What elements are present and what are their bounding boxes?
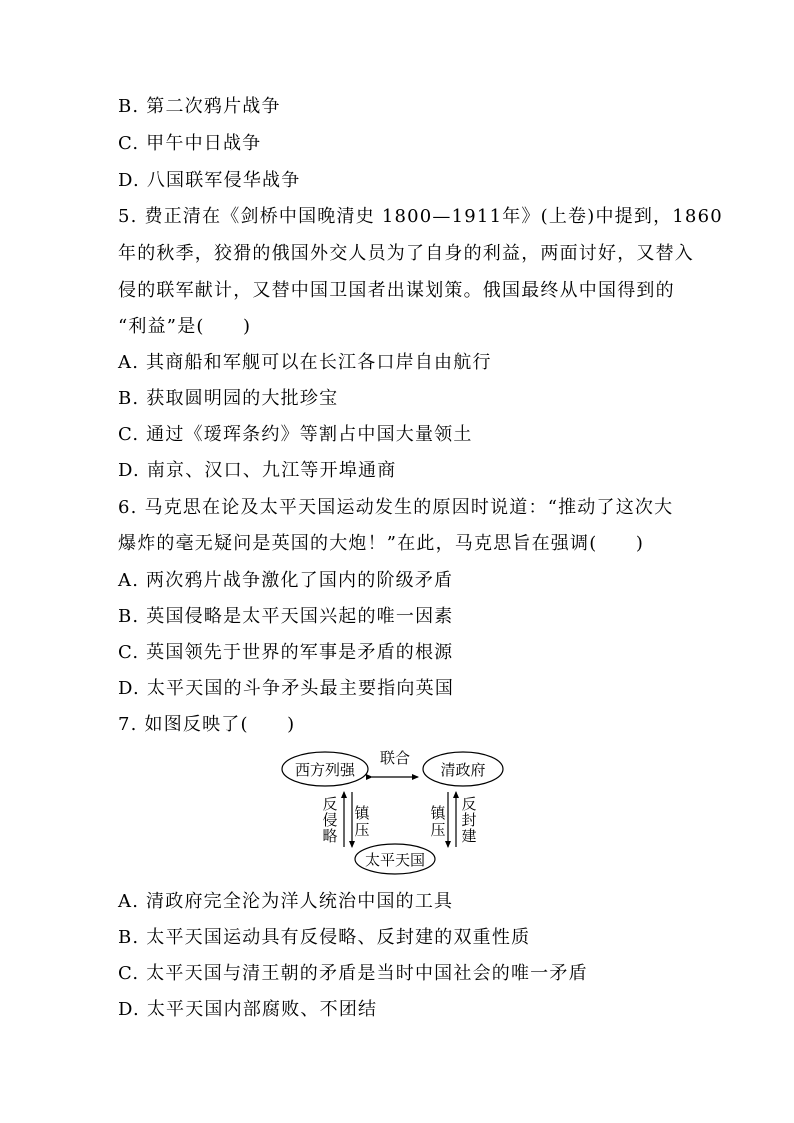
option-7b: B. 太平天国运动具有反侵略、反封建的双重性质 — [118, 927, 531, 948]
option-6d: D. 太平天国的斗争矛头最主要指向英国 — [118, 678, 455, 699]
option-6b: B. 英国侵略是太平天国兴起的唯一因素 — [118, 606, 454, 627]
option-4d: D. 八国联军侵华战争 — [118, 170, 301, 191]
option-6c: C. 英国领先于世界的军事是矛盾的根源 — [118, 642, 454, 663]
option-5d: D. 南京、汉口、九江等开埠通商 — [118, 460, 397, 481]
relationship-diagram-svg — [280, 740, 520, 880]
question-5-line-2: 年的秋季，狡猾的俄国外交人员为了自身的利益，两面讨好，又替入 — [118, 243, 694, 264]
edge-right-up-char-2: 封 — [461, 811, 477, 829]
edge-left-up-char-3: 略 — [322, 827, 338, 845]
option-5c: C. 通过《瑷珲条约》等割占中国大量领土 — [118, 424, 473, 445]
node-taiping: 太平天国 — [364, 851, 426, 869]
edge-left-down-char-1: 镇 — [354, 804, 370, 822]
option-6a: A. 两次鸦片战争激化了国内的阶级矛盾 — [118, 570, 454, 591]
edge-left-up-char-2: 侵 — [322, 811, 338, 829]
option-5b: B. 获取圆明园的大批珍宝 — [118, 388, 339, 409]
option-5a: A. 其商船和军舰可以在长江各口岸自由航行 — [118, 352, 492, 373]
node-western-powers: 西方列强 — [294, 761, 356, 779]
option-4b: B. 第二次鸦片战争 — [118, 96, 281, 117]
relationship-diagram — [280, 740, 520, 880]
edge-right-down-char-1: 镇 — [430, 804, 446, 822]
option-7c: C. 太平天国与清王朝的矛盾是当时中国社会的唯一矛盾 — [118, 963, 588, 984]
option-7d: D. 太平天国内部腐败、不团结 — [118, 999, 378, 1020]
question-6-line-2: 爆炸的毫无疑问是英国的大炮！”在此，马克思旨在强调( ) — [118, 533, 645, 554]
question-5-line-1: 5. 费正清在《剑桥中国晚清史 1800—1911年》(上卷)中提到，1860 — [118, 206, 723, 227]
question-5-line-4: “利益”是( ) — [118, 316, 252, 337]
option-7a: A. 清政府完全沦为洋人统治中国的工具 — [118, 891, 454, 912]
edge-right-down-char-2: 压 — [430, 821, 446, 839]
edge-left-down-char-2: 压 — [354, 821, 370, 839]
question-7: 7. 如图反映了( ) — [118, 714, 296, 735]
question-6-line-1: 6. 马克思在论及太平天国运动发生的原因时说道：“推动了这次大 — [118, 497, 674, 518]
edge-alliance-label: 联合 — [379, 749, 411, 767]
edge-right-up-char-1: 反 — [461, 795, 477, 813]
edge-left-up-char-1: 反 — [322, 795, 338, 813]
question-5-line-3: 侵的联军献计，又替中国卫国者出谋划策。俄国最终从中国得到的 — [118, 280, 675, 301]
option-4c: C. 甲午中日战争 — [118, 133, 262, 154]
node-qing-government: 清政府 — [440, 761, 486, 779]
edge-right-up-char-3: 建 — [461, 827, 477, 845]
